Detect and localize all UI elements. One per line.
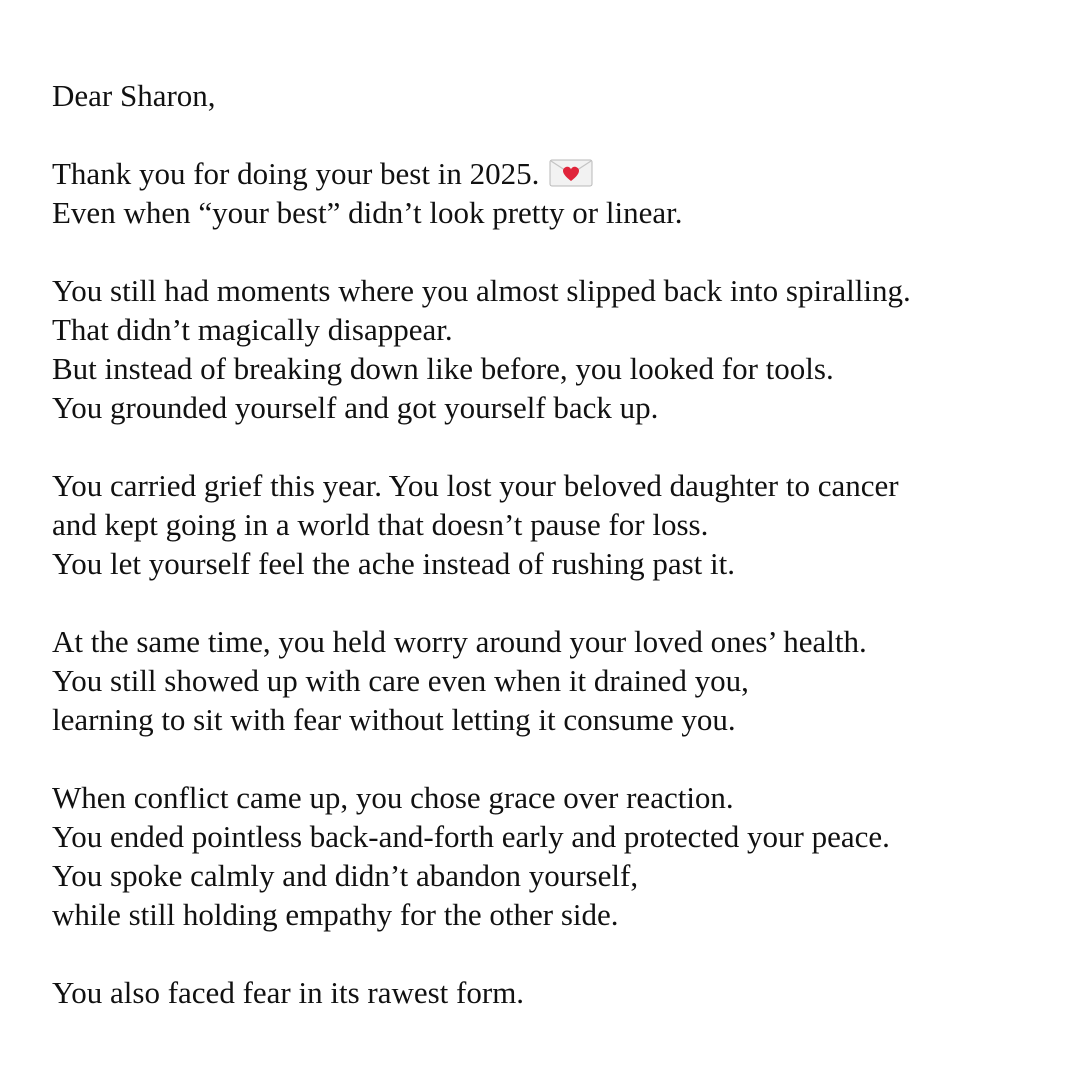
letter-line: You still had moments where you almost slipped back into spiralling. <box>52 273 911 308</box>
letter-line <box>52 154 1062 193</box>
paragraph-1 <box>52 154 1062 232</box>
paragraph-5 <box>52 778 1062 934</box>
letter-line: You still showed up with care even when it drained you, <box>52 663 749 698</box>
letter-line: When conflict came up, you chose grace over reaction. <box>52 780 734 815</box>
letter-line: and kept going in a world that doesn’t pause for loss. <box>52 507 709 542</box>
paragraph-6 <box>52 973 1062 1012</box>
letter-line: You ended pointless back-and-forth early and protected your peace. <box>52 819 890 854</box>
letter-line: You spoke calmly and didn’t abandon yourself, <box>52 858 639 893</box>
paragraph-gap <box>52 583 1062 622</box>
letter-line: That didn’t magically disappear. <box>52 312 453 347</box>
letter-line: Even when “your best” didn’t look pretty or linear. <box>52 195 683 230</box>
letter-line-text: Thank you for doing your best in 2025. <box>52 156 540 191</box>
paragraph-3 <box>52 466 1062 583</box>
paragraph-gap <box>52 934 1062 973</box>
letter-line: You grounded yourself and got yourself back up. <box>52 390 659 425</box>
paragraph-gap <box>52 427 1062 466</box>
letter-line: At the same time, you held worry around your loved ones’ health. <box>52 624 867 659</box>
paragraph-gap <box>52 115 1062 154</box>
letter-line: But instead of breaking down like before, you looked for tools. <box>52 351 834 386</box>
letter-line: learning to sit with fear without letting it consume you. <box>52 702 736 737</box>
letter-line: You let yourself feel the ache instead of rushing past it. <box>52 546 735 581</box>
paragraph-gap <box>52 739 1062 778</box>
paragraph-4 <box>52 622 1062 739</box>
salutation: Dear Sharon, <box>52 78 216 113</box>
letter-body <box>52 76 1062 1012</box>
paragraph-gap <box>52 232 1062 271</box>
letter-line: You carried grief this year. You lost your beloved daughter to cancer <box>52 468 899 503</box>
letter-line: You also faced fear in its rawest form. <box>52 975 525 1010</box>
letter-line: while still holding empathy for the other side. <box>52 897 619 932</box>
paragraph-2 <box>52 271 1062 427</box>
love-letter-icon <box>549 159 593 187</box>
